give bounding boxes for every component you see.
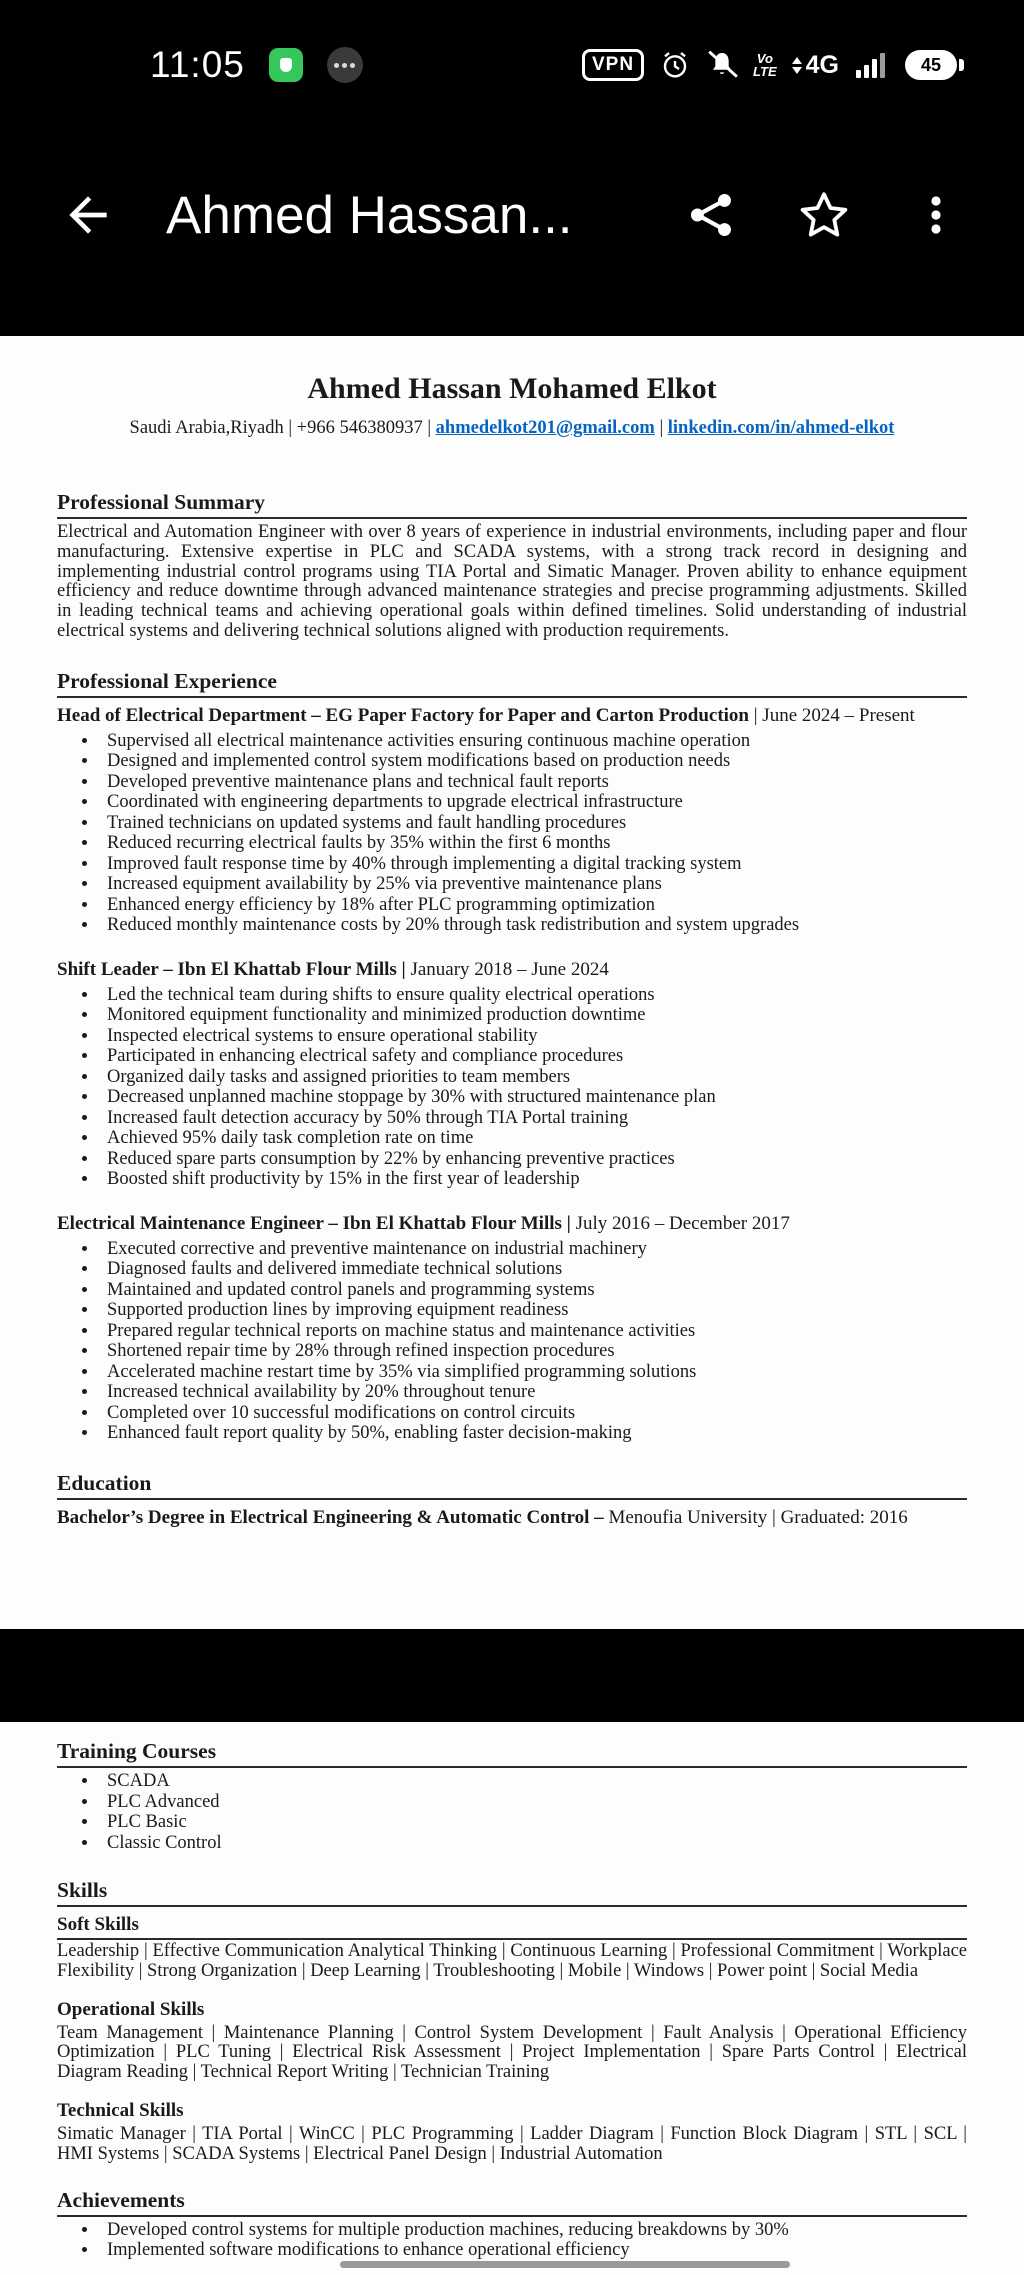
section-heading-professional-summary: Professional Summary bbox=[57, 489, 967, 519]
back-button[interactable] bbox=[58, 185, 118, 245]
section-heading-professional-experience: Professional Experience bbox=[57, 668, 967, 698]
job-bullet: • Inspected electrical systems to ensure operational stability bbox=[99, 1026, 967, 1047]
job-bullet: • Organized daily tasks and assigned priorities to team members bbox=[99, 1067, 967, 1088]
skill-group bbox=[57, 1913, 967, 1982]
job-bullet: • Led the technical team during shifts to ensure quality electrical operations bbox=[99, 985, 967, 1006]
resume-page-2 bbox=[0, 1722, 1024, 2275]
status-time: 11:05 bbox=[150, 44, 245, 85]
job-bullet: • Achieved 95% daily task completion rate on time bbox=[99, 1128, 967, 1149]
contact-location-phone: Saudi Arabia,Riyadh | +966 546380937 | bbox=[129, 418, 436, 438]
battery-icon bbox=[905, 50, 964, 80]
job-entry-electrical-maintenance-engineer bbox=[57, 1212, 967, 1444]
job-bullet: • Diagnosed faults and delivered immediate technical solutions bbox=[99, 1259, 967, 1280]
volte-icon bbox=[753, 52, 777, 78]
job-entry-head-of-electrical-department bbox=[57, 704, 967, 936]
skill-groups bbox=[57, 1913, 967, 2165]
skill-group-title: Operational Skills bbox=[57, 1998, 205, 2020]
volte-top-label: Vo bbox=[756, 51, 773, 66]
job-bullet: • Reduced spare parts consumption by 22% by enhancing preventive practices bbox=[99, 1149, 967, 1170]
job-bullet: • Enhanced energy efficiency by 18% after PLC programming optimization bbox=[99, 895, 967, 916]
battery-nub bbox=[959, 59, 964, 71]
status-bar-right bbox=[582, 49, 964, 81]
professional-summary-text: Electrical and Automation Engineer with over 8 years of experience in industrial environments, including paper and flour manufacturing. Extensive expertise in PLC and SCADA systems, with a strong track record in designing and implementing industrial control programs using TIA Portal and Simatic Manager. Proven ability to enhance equipment efficiency and reduce downtime through advanced maintenance strategies and precise programming adjustments. Skilled in leading technical teams and achieving operational goals within defined timelines. Solid understanding of industrial electrical systems and delivering technical solutions aligned with production requirements. bbox=[57, 522, 967, 641]
job-bullet: • Completed over 10 successful modifications on control circuits bbox=[99, 1403, 967, 1424]
battery-percent-label: 45 bbox=[905, 50, 957, 80]
job-bullet: • Designed and implemented control system modifications based on production needs bbox=[99, 751, 967, 772]
training-course-item: • PLC Basic bbox=[99, 1812, 967, 1833]
training-course-item: • Classic Control bbox=[99, 1833, 967, 1854]
skill-group-title: Technical Skills bbox=[57, 2099, 184, 2121]
job-bullet: • Improved fault response time by 40% through implementing a digital tracking system bbox=[99, 854, 967, 875]
job-title-line bbox=[57, 704, 967, 728]
share-icon bbox=[687, 190, 737, 240]
achievement-item: • Implemented software modifications to enhance operational efficiency bbox=[99, 2240, 967, 2261]
achievement-list bbox=[73, 2220, 967, 2261]
data-activity-arrows-icon bbox=[792, 57, 802, 74]
job-bullet-list bbox=[73, 1239, 967, 1444]
mobile-data-4g-icon bbox=[792, 51, 839, 80]
training-course-item: • PLC Advanced bbox=[99, 1792, 967, 1813]
vpn-icon: VPN bbox=[582, 49, 644, 81]
document-title: Ahmed Hassan... bbox=[166, 185, 573, 245]
email-link[interactable]: ahmedelkot201@gmail.com bbox=[435, 418, 655, 438]
job-bullet: • Accelerated machine restart time by 35% via simplified programming solutions bbox=[99, 1362, 967, 1383]
job-bullet: • Supervised all electrical maintenance activities ensuring continuous machine operation bbox=[99, 731, 967, 752]
section-heading-education: Education bbox=[57, 1470, 967, 1500]
job-bullet: • Enhanced fault report quality by 50%, enabling faster decision-making bbox=[99, 1423, 967, 1444]
job-bullet: • Monitored equipment functionality and minimized production downtime bbox=[99, 1005, 967, 1026]
job-bullet: • Executed corrective and preventive maintenance on industrial machinery bbox=[99, 1239, 967, 1260]
app-bar bbox=[0, 130, 1024, 300]
alarm-clock-icon bbox=[659, 49, 691, 81]
job-dates: January 2018 – June 2024 bbox=[405, 958, 609, 980]
page-top-gap bbox=[0, 300, 1024, 336]
resume-page-1 bbox=[0, 336, 1024, 1629]
job-title: Electrical Maintenance Engineer – Ibn El Khattab Flour Mills | bbox=[57, 1212, 571, 1234]
share-button[interactable] bbox=[682, 185, 742, 245]
volte-bottom-label: LTE bbox=[753, 64, 777, 79]
job-bullet: • Decreased unplanned machine stoppage by 30% with structured maintenance plan bbox=[99, 1087, 967, 1108]
back-arrow-icon bbox=[60, 187, 116, 243]
job-bullet: • Developed preventive maintenance plans and technical fault reports bbox=[99, 772, 967, 793]
contact-line bbox=[57, 418, 967, 439]
section-heading-achievements: Achievements bbox=[57, 2187, 967, 2217]
job-dates: July 2016 – December 2017 bbox=[570, 1212, 790, 1234]
degree-institution: Menoufia University | Graduated: 2016 bbox=[608, 1506, 908, 1528]
job-title: Shift Leader – Ibn El Khattab Flour Mills | bbox=[57, 958, 406, 980]
more-vertical-icon bbox=[912, 191, 960, 239]
training-course-item: • SCADA bbox=[99, 1771, 967, 1792]
job-bullet: • Increased equipment availability by 25% via preventive maintenance plans bbox=[99, 874, 967, 895]
skill-group-text: Team Management | Maintenance Planning | Control System Development | Fault Analysis | Operational Efficiency Optimization | PLC Tuning | Electrical Risk Assessment | Project Implementation | Spare Parts Control | Electrical Diagram Reading | Technical Report Writing | Technician Training bbox=[57, 2022, 967, 2083]
contact-separator: | bbox=[654, 418, 668, 438]
network-type-label: 4G bbox=[805, 50, 839, 79]
security-app-notification-icon bbox=[269, 48, 303, 82]
job-bullet: • Boosted shift productivity by 15% in the first year of leadership bbox=[99, 1169, 967, 1190]
overflow-menu-button[interactable] bbox=[906, 185, 966, 245]
training-course-list bbox=[73, 1771, 967, 1853]
section-heading-skills: Skills bbox=[57, 1877, 967, 1907]
job-bullet: • Participated in enhancing electrical safety and compliance procedures bbox=[99, 1046, 967, 1067]
job-bullet-list bbox=[73, 731, 967, 936]
skill-group bbox=[57, 1998, 967, 2083]
skill-group-title: Soft Skills bbox=[57, 1913, 967, 1940]
skill-group-text: Simatic Manager | TIA Portal | WinCC | PLC Programming | Ladder Diagram | Function Block Diagram | STL | SCL | HMI Systems | SCADA Systems | Electrical Panel Design | Industrial Automation bbox=[57, 2123, 967, 2164]
job-bullet: • Coordinated with engineering departments to upgrade electrical infrastructure bbox=[99, 792, 967, 813]
job-dates: | June 2024 – Present bbox=[749, 704, 915, 726]
job-bullet: • Maintained and updated control panels and programming systems bbox=[99, 1280, 967, 1301]
job-bullet: • Reduced recurring electrical faults by 35% within the first 6 months bbox=[99, 833, 967, 854]
linkedin-link[interactable]: linkedin.com/in/ahmed-elkot bbox=[667, 418, 895, 438]
job-title: Head of Electrical Department – EG Paper Factory for Paper and Carton Production bbox=[57, 704, 749, 726]
page-break-gap bbox=[0, 1629, 1024, 1722]
job-bullet: • Trained technicians on updated systems and fault handling procedures bbox=[99, 813, 967, 834]
degree-title: Bachelor’s Degree in Electrical Engineering & Automatic Control – bbox=[57, 1506, 609, 1528]
education-degree-line bbox=[57, 1506, 967, 1530]
status-bar bbox=[0, 0, 1024, 130]
skill-group-text: Leadership | Effective Communication Analytical Thinking | Continuous Learning | Professional Commitment | Workplace Flexibility | Strong Organization | Deep Learning | Troubleshooting | Mobile | Windows | Power point | Social Media bbox=[57, 1941, 967, 1981]
status-bar-left bbox=[150, 44, 363, 86]
message-notification-icon bbox=[327, 47, 363, 83]
skill-group bbox=[57, 2099, 967, 2165]
job-entry-shift-leader bbox=[57, 958, 967, 1190]
section-heading-training-courses: Training Courses bbox=[57, 1738, 967, 1768]
job-bullet: • Supported production lines by improving equipment readiness bbox=[99, 1300, 967, 1321]
star-bookmark-button[interactable] bbox=[794, 185, 854, 245]
job-bullet: • Increased fault detection accuracy by 50% through TIA Portal training bbox=[99, 1108, 967, 1129]
job-title-line bbox=[57, 1212, 967, 1236]
achievement-item: • Developed control systems for multiple production machines, reducing breakdowns by 30% bbox=[99, 2220, 967, 2241]
notifications-off-icon bbox=[706, 49, 738, 81]
horizontal-scrollbar[interactable] bbox=[340, 2261, 790, 2268]
job-title-line bbox=[57, 958, 967, 982]
job-bullet: • Shortened repair time by 28% through refined inspection procedures bbox=[99, 1341, 967, 1362]
resume-name: Ahmed Hassan Mohamed Elkot bbox=[307, 372, 717, 405]
job-bullet: • Prepared regular technical reports on machine status and maintenance activities bbox=[99, 1321, 967, 1342]
signal-strength-icon bbox=[854, 50, 890, 80]
job-bullet: • Reduced monthly maintenance costs by 20% through task redistribution and system upgrades bbox=[99, 915, 967, 936]
job-bullet-list bbox=[73, 985, 967, 1190]
job-bullet: • Increased technical availability by 20% throughout tenure bbox=[99, 1382, 967, 1403]
star-icon bbox=[797, 188, 851, 242]
